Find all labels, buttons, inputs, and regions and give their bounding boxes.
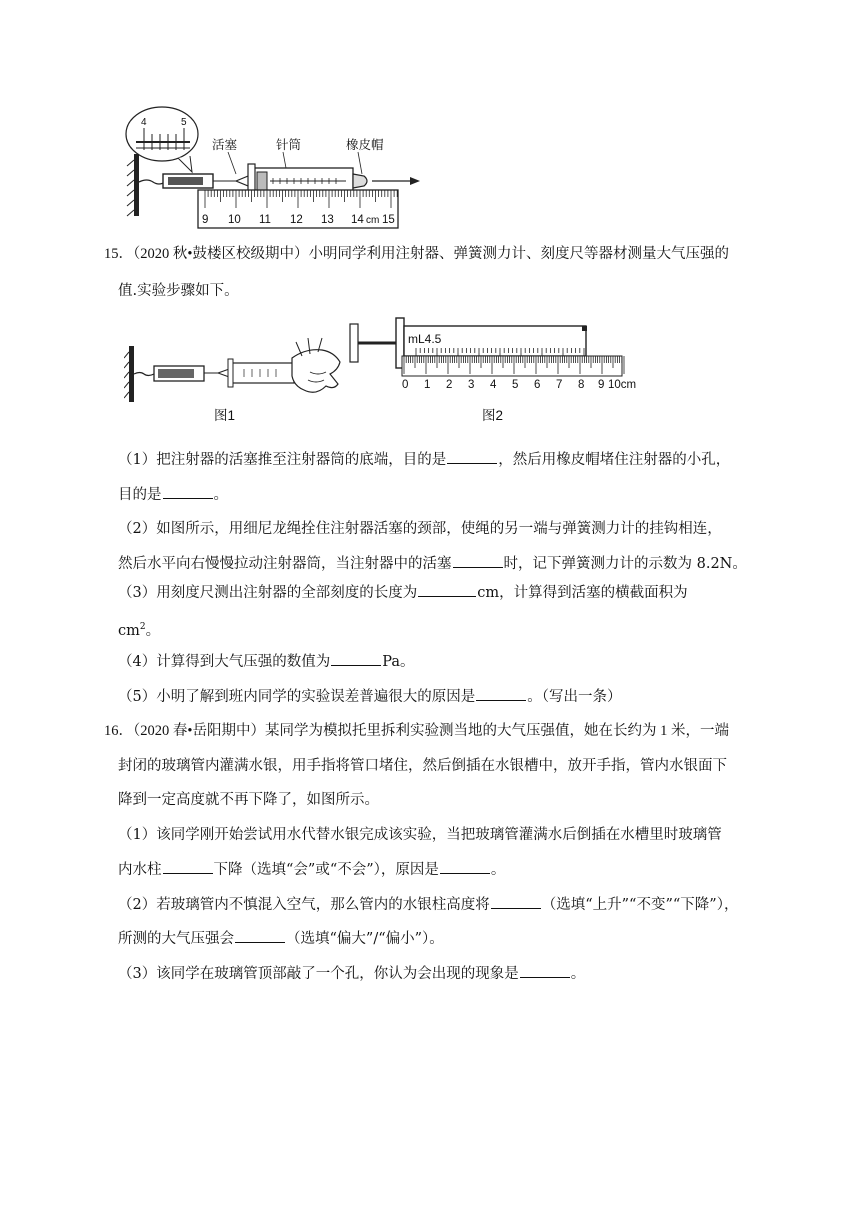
figure-1-spring-scale-setup — [124, 328, 354, 426]
q15-p2-blank[interactable] — [453, 553, 503, 568]
q15-part1-line2: 目的是 。 — [118, 484, 228, 505]
fig2-tick-4: 4 — [490, 379, 497, 391]
fig2-tick-0: 0 — [402, 379, 409, 391]
label-barrel: 针筒 — [276, 138, 302, 152]
q15-p1-blank-1[interactable] — [447, 449, 497, 464]
q15-part2-line2: 然后水平向右慢慢拉动注射器筒，当注射器中的活塞 时，记下弹簧测力计的示数为 8.2N。 — [118, 553, 747, 574]
figure-1-caption: 图1 — [214, 408, 236, 423]
q16-stem-line3: 降到一定高度就不再下降了，如图所示。 — [118, 792, 379, 808]
q15-stem-line2: 值.实验步骤如下。 — [118, 283, 239, 299]
fig2-tick-3: 3 — [468, 379, 475, 391]
q15-part3-line2: $cm^2$。 — [118, 622, 161, 639]
figure-2-syringe-on-ruler — [346, 316, 636, 428]
fig2-tick-2: 2 — [446, 379, 453, 391]
ruler-tick-11: 11 — [259, 214, 271, 226]
ruler-tick-14: 14 — [351, 214, 364, 226]
magnified-tick-4: 4 — [141, 117, 147, 128]
q15-p5-blank[interactable] — [476, 686, 526, 701]
q16-part2-line2: 所测的大气压强会 （选填“偏大”/“偏小”）。 — [118, 928, 444, 949]
q16-part1-line1: （1）该同学刚开始尝试用水代替水银完成该实验，当把玻璃管灌满水后倒插在水槽里时玻璃管 — [118, 827, 722, 843]
top-ruler-tick-labels — [202, 214, 395, 226]
q15-p4-blank[interactable] — [331, 651, 381, 666]
ruler-tick-13: 13 — [321, 214, 334, 226]
syringe-volume-label: mL4.5 — [408, 332, 442, 346]
q15-part5: （5）小明了解到班内同学的实验误差普遍很大的原因是 。（写出一条） — [118, 686, 621, 707]
q15-p1-blank-2[interactable] — [163, 484, 213, 499]
q15-part4: （4）计算得到大气压强的数值为 Pa。 — [118, 651, 414, 672]
q15-p3-blank[interactable] — [418, 582, 476, 597]
q16-p2-blank-1[interactable] — [491, 894, 541, 909]
q16-part2-line1: （2）若玻璃管内不慎混入空气，那么管内的水银柱高度将 （选填“上升”“不变”“下降”）， — [118, 894, 738, 915]
fig2-tick-5: 5 — [512, 379, 519, 391]
q16-p1-blank-2[interactable] — [440, 859, 490, 874]
magnified-tick-5: 5 — [181, 117, 187, 128]
q16-stem-line2: 封闭的玻璃管内灌满水银，用手指将管口堵住，然后倒插在水银槽中，放开手指，管内水银面下 — [118, 758, 727, 774]
q16-p3-blank[interactable] — [520, 963, 570, 978]
figure-2-caption: 图2 — [482, 408, 504, 423]
q16-p1-blank-1[interactable] — [163, 859, 213, 874]
q15-part2-line1: （2）如图所示，用细尼龙绳拴住注射器活塞的颈部，使绳的另一端与弹簧测力计的挂钩相连， — [118, 521, 722, 537]
q16-part3: （3）该同学在玻璃管顶部敲了一个孔，你认为会出现的现象是 。 — [118, 963, 585, 984]
figure-2-ruler-tick-labels — [402, 379, 636, 391]
fig2-tick-7: 7 — [556, 379, 563, 391]
ruler-tick-9: 9 — [202, 214, 209, 226]
label-rubber-cap: 橡皮帽 — [346, 138, 384, 152]
ruler-tick-12: 12 — [290, 214, 303, 226]
q15-part3-line1: （3）用刻度尺测出注射器的全部刻度的长度为 cm，计算得到活塞的横截面积为 — [118, 582, 688, 603]
ruler-unit-cm: cm — [366, 215, 380, 226]
fig2-tick-10cm: 10cm — [608, 379, 636, 391]
ruler-tick-15: 15 — [382, 214, 395, 226]
fig2-tick-8: 8 — [578, 379, 585, 391]
fig2-tick-1: 1 — [424, 379, 431, 391]
syringe-ruler-figure-top — [118, 104, 428, 232]
q15-stem-line1: 15．（2020 秋•鼓楼区校级期中）小明同学利用注射器、弹簧测力计、刻度尺等器材测量大气压强的 — [104, 246, 729, 262]
fig2-tick-9: 9 — [598, 379, 605, 391]
q15-part1-line1: （1）把注射器的活塞推至注射器筒的底端，目的是 ，然后用橡皮帽堵住注射器的小孔， — [118, 449, 730, 470]
fig2-tick-6: 6 — [534, 379, 541, 391]
ruler-tick-10: 10 — [228, 214, 241, 226]
label-piston: 活塞 — [212, 138, 238, 152]
q16-p2-blank-2[interactable] — [235, 928, 285, 943]
q16-part1-line2: 内水柱 下降（选填“会”或“不会”），原因是 。 — [118, 859, 505, 880]
q16-stem-line1: 16．（2020 春•岳阳期中）某同学为模拟托里拆利实验测当地的大气压强值，她在长约为 1 米，一端 — [104, 723, 729, 739]
